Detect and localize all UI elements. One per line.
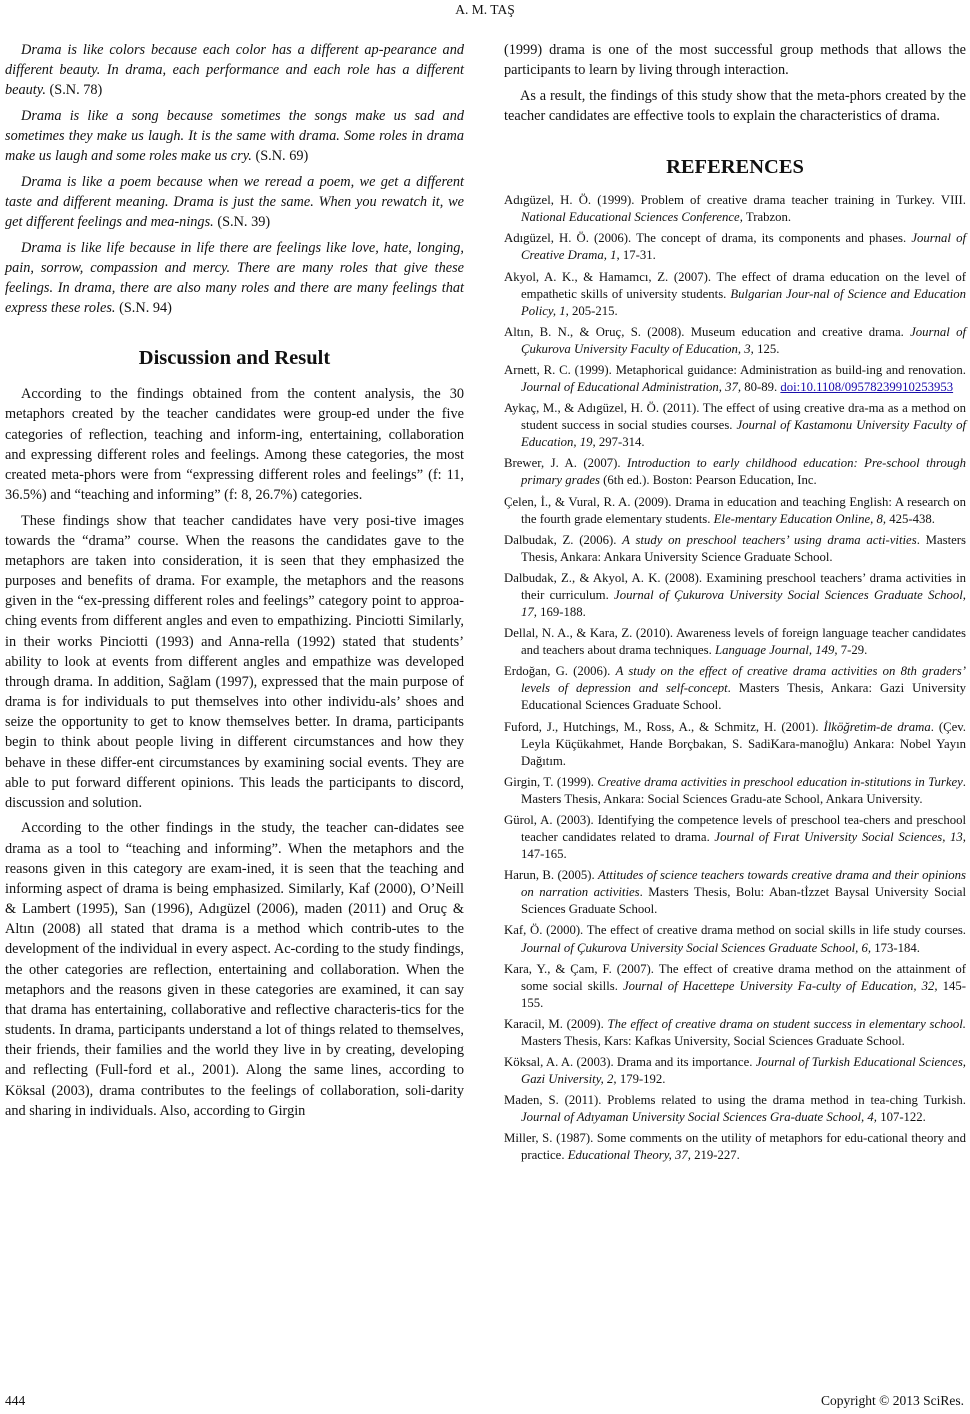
- reference-item: Dalbudak, Z., & Akyol, A. K. (2008). Examining preschool teachers’ drama activities in their curriculum. Journal of Çukurova University Social Sciences Graduate School, 17, 169-188.: [504, 570, 966, 619]
- quote-paragraph: Drama is like colors because each color has a different ap-pearance and different beauty. In drama, each performance and each role has a different beauty. (S.N. 78): [5, 42, 464, 99]
- reference-item: Brewer, J. A. (2007). Introduction to early childhood education: Pre-school through primary grades (6th ed.). Boston: Pearson Education, Inc.: [504, 456, 967, 488]
- copyright-notice: Copyright © 2013 SciRes.: [820, 1393, 964, 1408]
- quote-paragraph: Drama is like life because in life there are feelings like love, hate, longing, pain, sorrow, compassion and mercy. There are many roles that give these feelings. In drama, there are also many roles and there are many feelings that express these roles. (S.N. 94): [5, 239, 464, 317]
- reference-item: Dalbudak, Z. (2006). A study on preschool teachers’ using drama acti-vities. Masters Thesis, Ankara: Ankara University Science Graduate School.: [504, 532, 966, 564]
- section-heading-discussion: Discussion and Result: [138, 347, 331, 370]
- body-paragraph: According to the findings obtained from the content analysis, the 30 metaphors created by the teacher candidates were group-ed under the five categories of reflection, teaching and inform-ing, entertaining, collaboration and expressing different roles and feelings. Among these categories, the most created meta-phors were from “expressing different roles and feelings” (f: 11, 36.5%) and “teaching and informing” (f: 8, 26.7%) categories.: [5, 386, 464, 503]
- reference-item: Erdoğan, G. (2006). A study on the effect of creative drama activities on 8th graders’ levels of depression and self-concept. Masters Thesis, Ankara: Gazi University Educational Sciences Graduate School.: [504, 664, 967, 713]
- body-paragraph-continued: (1999) drama is one of the most successful group methods that allows the participants to learn by living through interaction.: [504, 42, 966, 79]
- doi-link[interactable]: doi:10.1108/09578239910253953: [780, 379, 954, 394]
- reference-item: Çelen, İ., & Vural, R. A. (2009). Drama in education and teaching English: A research on the fourth grade elementary students. Ele-mentary Education Online, 8, 425-438.: [504, 494, 966, 526]
- reference-item: Miller, S. (1987). Some comments on the utility of metaphors for edu-cational theory and practice. Educational Theory, 37, 219-227.: [504, 1131, 966, 1163]
- reference-item: Kara, Y., & Çam, F. (2007). The effect of creative drama method on the attainment of some social skills. Journal of Hacettepe University Fa-culty of Education, 32, 145-155.: [504, 961, 966, 1010]
- reference-item: Dellal, N. A., & Kara, Z. (2010). Awareness levels of foreign language teacher candidates and teachers about drama techniques. Language Journal, 149, 7-29.: [504, 626, 966, 658]
- running-head-author: A. M. TAŞ: [455, 2, 515, 17]
- right-column: [504, 40, 966, 1169]
- reference-item: Aykaç, M., & Adıgüzel, H. Ö. (2011). The effect of using creative dra-ma as a method on student success in social studies courses. Journal of Kastamonu University Faculty of Education, 19, 297-314.: [504, 401, 966, 450]
- reference-item: Kaf, Ö. (2000). The effect of creative drama method on social skills in life study courses. Journal of Çukurova University Social Sciences Graduate School, 6, 173-184.: [504, 923, 966, 955]
- reference-list: [504, 192, 966, 1164]
- body-paragraph: According to the other findings in the study, the teacher can-didates see drama as a tool to “teaching and informing”. When the metaphors and the reasons given in this category are exam-ined, it is seen that the teaching and informing aspect of drama is being emphasized. Similarly, Kaf (2000), O’Neill & Lambert (1995), San (1996), Adıgüzel (2006), maden (2011) and Oruç & Altın (2008) all stated that drama is a method which contrib-utes to the development of the individual in every aspect. Ac-cording to the study findings, the other categories are reflection, entertaining and collaboration. When the metaphors and the reasons given in these categories are examined, it can say that drama has entertaining, collaborative and reflective characteris-tics for the students. In drama, participants understand a lot of things related to themselves, their friends, their families and the world they live in by creating, developing and reflecting (Full-ford et al., 2001). Along the same lines, according to Köksal (2003), drama contributes to the feelings of collaboration, soli-darity and sharing in individuals. Also, according to Girgin: [5, 820, 464, 1119]
- reference-item: Adıgüzel, H. Ö. (2006). The concept of drama, its components and phases. Journal of Creative Drama, 1, 17-31.: [504, 231, 966, 263]
- page-number: 444: [5, 1393, 26, 1408]
- reference-item: Karacil, M. (2009). The effect of creative drama on student success in elementary school. Masters Thesis, Kars: Kafkas University, Social Sciences Graduate School.: [504, 1016, 966, 1048]
- reference-item: Altın, B. N., & Oruç, S. (2008). Museum education and creative drama. Journal of Çukurova University Faculty of Education, 3, 125.: [504, 324, 966, 356]
- body-paragraph: As a result, the findings of this study show that the meta-phors created by the teacher candidates are effective tools to explain the characteristics of drama.: [504, 87, 966, 124]
- body-paragraph: These findings show that teacher candidates have very posi-tive images towards the “drama” course. When the reasons the candidates gave to the metaphors are taken into consideration, it is seen that they emphasized the purposes and benefits of drama. For example, the metaphors and the reasons given in the “ex-pressing different roles and feelings” category point to approa-ching events from different angles and even to empathizing. Pinciotti Similarly, in their works Pinciotti (1993) and Anna-rella (1992) stated that students’ ability to look at events from different angles and empathize was developed through drama. In addition, Sağlam (1997), expressed that the main purpose of drama is for individuals to put themselves into other individu-als’ shoes and seize the opportunity to get to know themselves better. In drama, participants begin to think about people living in different circumstances and how they behave in these differ-ent circumstances by examining social events. They are able to put forward different opinions. This leads the participants to discord, discussion and solution.: [5, 512, 464, 811]
- reference-item: Maden, S. (2011). Problems related to using the drama method in tea-ching Turkish. Journal of Adıyaman University Social Sciences Gra-duate School, 4, 107-122.: [504, 1093, 966, 1125]
- section-heading-references: REFERENCES: [666, 156, 804, 179]
- quote-paragraph: Drama is like a song because sometimes the songs make us sad and sometimes they make us laugh. It is the same with drama. Some roles in drama make us laugh and some roles make us cry. (S.N. 69): [5, 107, 464, 165]
- reference-item: Fuford, J., Hutchings, M., Ross, A., & Schmitz, H. (2001). İlköğretim-de drama. (Çev. Leyla Küçükahmet, Hande Borçbakan, S. SadiKara-manoğlu) Ankara: Nobel Yayın Dağıtım.: [504, 719, 966, 768]
- left-column: [5, 40, 464, 1126]
- reference-item: Girgin, T. (1999). Creative drama activities in preschool education in-stitutions in Turkey. Masters Thesis, Ankara: Social Sciences Gradu-ate School, Ankara University.: [504, 774, 966, 806]
- metaphor-quotes: [5, 40, 464, 318]
- reference-item: Arnett, R. C. (1999). Metaphorical guidance: Administration as build-ing and renovation. Journal of Educational Administration, 37, 80-89. doi:10.1108/09578239910253953: [504, 362, 966, 394]
- reference-item: Gürol, A. (2003). Identifying the competence levels of preschool tea-chers and preschool teacher candidates related to drama. Journal of Fırat University Social Sciences, 13, 147-165.: [504, 812, 966, 862]
- reference-item: Harun, B. (2005). Attitudes of science teachers towards creative drama and their opinions on narration activities. Masters Thesis, Bolu: Aban-tİzzet Baysal University Social Sciences Graduate School.: [504, 868, 966, 917]
- reference-item: Akyol, A. K., & Hamamcı, Z. (2007). The effect of drama education on the level of empathetic skills of university students. Bulgarian Jour-nal of Science and Education Policy, 1, 205-215.: [504, 269, 966, 318]
- reference-item: Köksal, A. A. (2003). Drama and its importance. Journal of Turkish Educational Sciences, Gazi University, 2, 179-192.: [504, 1055, 966, 1087]
- reference-item: Adıgüzel, H. Ö. (1999). Problem of creative drama teacher training in Turkey. VIII. National Educational Sciences Conference, Trabzon.: [504, 193, 966, 225]
- quote-paragraph: Drama is like a poem because when we reread a poem, we get a different taste and different meaning. Drama is just the same. When you rewatch it, we get different feelings and mea-nings. (S.N. 39): [5, 173, 464, 231]
